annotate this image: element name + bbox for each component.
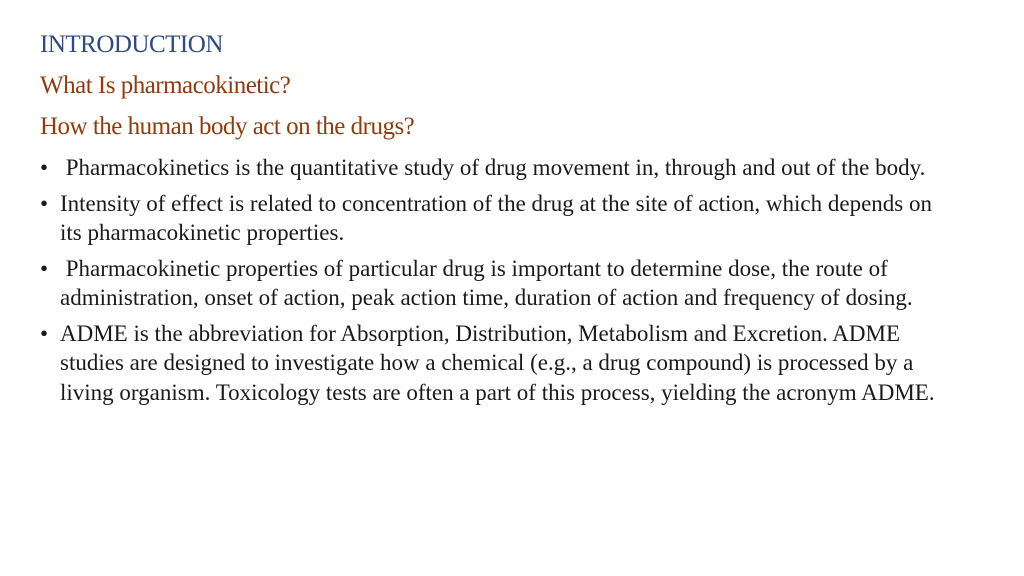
slide-heading: INTRODUCTION xyxy=(40,31,223,58)
bullet-item xyxy=(40,153,955,183)
bullet-marker: • xyxy=(40,255,49,281)
bullet-list xyxy=(40,153,955,413)
bullet-item xyxy=(40,189,955,248)
bullet-text: Pharmacokinetic properties of particular drug is important to determine dose, the route of administration, onset of action, peak action time, duration of action and frequency of dosing. xyxy=(60,255,913,310)
bullet-text: Intensity of effect is related to concentration of the drug at the site of action, which depends on its pharmacokinetic properties. xyxy=(60,190,938,245)
bullet-item xyxy=(40,254,955,313)
bullet-marker: • xyxy=(40,320,49,346)
bullet-marker: • xyxy=(40,190,49,216)
bullet-marker: • xyxy=(40,155,49,180)
question-pharmacokinetic: What Is pharmacokinetic? xyxy=(40,72,291,99)
bullet-text: Pharmacokinetics is the quantitative study of drug movement in, through and out of the body. xyxy=(60,155,926,180)
bullet-item xyxy=(40,319,955,408)
question-body-on-drugs: How the human body act on the drugs? xyxy=(40,113,415,140)
bullet-text: ADME is the abbreviation for Absorption, Distribution, Metabolism and Excretion. ADME studies are designed to investigate how a chemical (e.g., a drug compound) is processed by a living organism. Toxicology tests are often a part of this process, yielding the acronym ADME. xyxy=(60,320,935,405)
